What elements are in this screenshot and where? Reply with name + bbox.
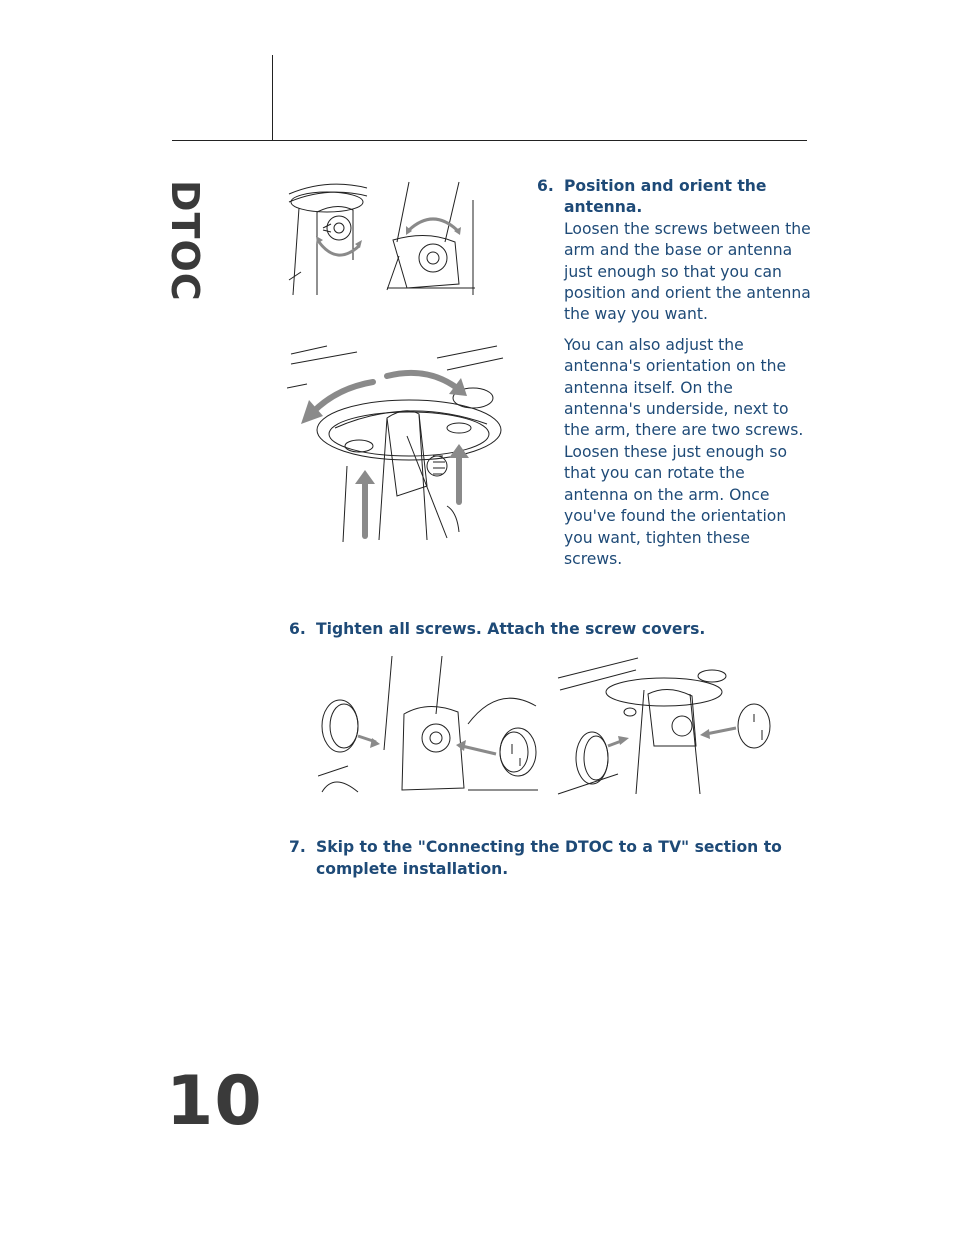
step-text: Tighten all screws. Attach the screw covers.: [316, 620, 706, 638]
header-vertical-rule: [272, 55, 273, 141]
header-horizontal-rule: [172, 140, 807, 141]
step-heading: Position and orient the antenna.: [564, 177, 767, 217]
figure-arm-base-screws: [287, 180, 477, 298]
figure-screw-covers: [318, 654, 778, 796]
step-body: Loosen the screws between the arm and the base or antenna just enough so that you can position and orient the antenna the way you want.: [564, 219, 811, 324]
step-tighten-screws: [289, 618, 814, 640]
step-number: 6.: [537, 177, 554, 195]
step-number: 7.: [289, 838, 306, 856]
side-title: DTOC: [163, 180, 207, 302]
step-number: 6.: [289, 620, 306, 638]
step-skip-to-section: [289, 836, 814, 880]
figure-antenna-underside-screws: [287, 336, 509, 542]
step-position-orient: [537, 176, 811, 570]
step-body-2: You can also adjust the antenna's orientation on the antenna itself. On the antenna's underside, next to the arm, there are two screws. Loosen these just enough so that you can rotate the antenna on the arm. Once you've found the orientation you want, tighten these screws.: [564, 335, 804, 568]
page-number: 10: [166, 1062, 263, 1141]
step-text: Skip to the "Connecting the DTOC to a TV" section to complete installation.: [316, 838, 782, 878]
